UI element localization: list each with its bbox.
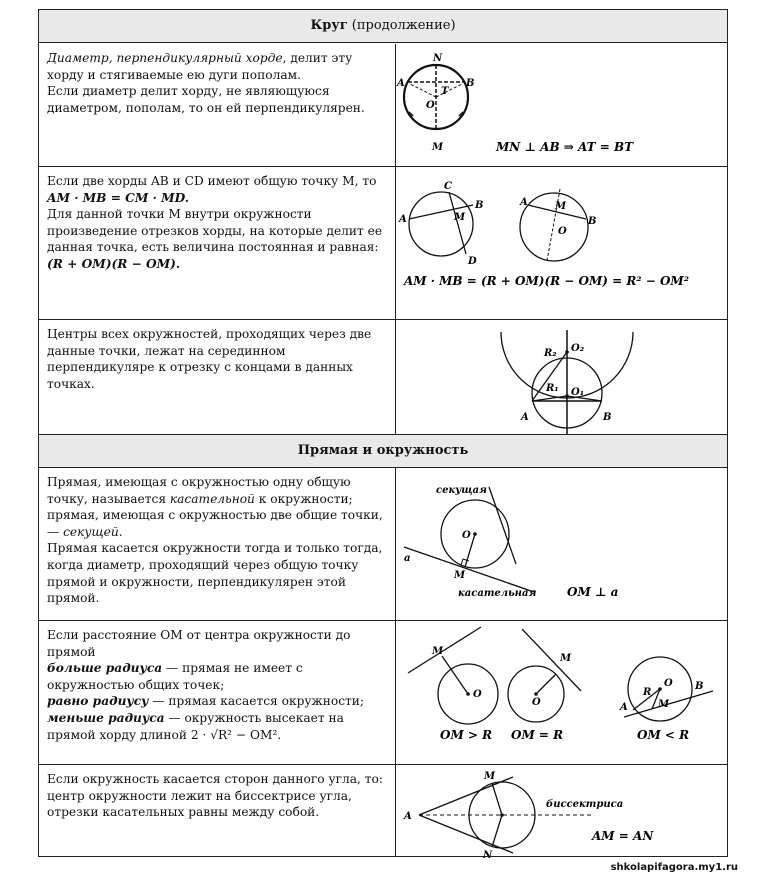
row-chords-product xyxy=(39,167,727,320)
row-figure xyxy=(395,621,730,764)
label-B2: B xyxy=(588,216,597,227)
label-a: a xyxy=(404,553,411,564)
row-text: Если две хорды AB и CD имеют общую точку M, то AM · MB = CM · MD. Для данной точки M внутри окружности произведение отрезков хорды, на которые делит ее данная точка, есть величина постоянная и равная: (R + OM)(R − OM). xyxy=(47,174,383,271)
label-M2: M xyxy=(555,201,567,212)
formula-equal: OM = R xyxy=(511,728,564,742)
label-B: B xyxy=(695,681,704,692)
label-A: A xyxy=(521,412,529,423)
section-header-circle: Круг (продолжение) xyxy=(39,10,727,43)
label-O3: O xyxy=(664,678,673,689)
label-O: O xyxy=(426,100,435,111)
label-M: M xyxy=(432,142,444,153)
label-D: D xyxy=(468,256,477,267)
label-secant: секущая xyxy=(436,485,487,496)
label-C: C xyxy=(444,181,452,192)
label-O: O xyxy=(462,530,471,541)
row-diameter-chord xyxy=(39,44,727,167)
label-B: B xyxy=(603,412,612,423)
label-A: A xyxy=(397,78,405,89)
label-M: M xyxy=(484,771,496,782)
label-R: R xyxy=(643,687,652,698)
label-N: N xyxy=(433,53,443,64)
watermark-url: shkolapifagora.my1.ru xyxy=(610,862,738,873)
row-tangent-secant xyxy=(39,468,727,621)
label-A: A xyxy=(399,214,407,225)
row-distance-cases xyxy=(39,621,727,765)
formula-am-an: AM = AN xyxy=(592,829,654,843)
formula-greater: OM > R xyxy=(440,728,493,742)
label-O1: O xyxy=(473,689,482,700)
row-figure xyxy=(395,167,730,319)
row-text: Центры всех окружностей, проходящих через две данные точки, лежат на серединном перпендикуляре к отрезку с концами в данных точках. xyxy=(47,327,372,391)
row-text: Если расстояние OM от центра окружности до прямой больше радиуса — прямая не имеет с окружностью общих точек; равно радиусу — прямая касается окружности; меньше радиуса — окружность высекает на прямой хорду длиной 2 · √R² − OM². xyxy=(47,628,365,742)
row-figure xyxy=(395,765,730,861)
formula-om-perp-a: OM ⊥ a xyxy=(567,585,619,599)
label-T: T xyxy=(441,86,449,97)
row-figure xyxy=(395,320,730,435)
label-A: A xyxy=(404,811,412,822)
row-text: Прямая, имеющая с окружностью одну общую точку, называется касательной к окружности; прямая, имеющая с окружностью две общие точки, — секущей. Прямая касается окружности тогда и только тогда, когда диаметр, проходящий через общую точку прямой и окружности, перпендикулярен этой прямой. xyxy=(47,475,383,606)
label-O2: O xyxy=(532,697,541,708)
row-figure xyxy=(395,44,730,166)
row-perpendicular-bisector xyxy=(39,320,727,435)
label-O2: O xyxy=(558,226,567,237)
label-M3: M xyxy=(658,699,670,710)
label-M2: M xyxy=(560,653,572,664)
label-B: B xyxy=(466,78,475,89)
label-M: M xyxy=(454,570,466,581)
label-R1: R₁ xyxy=(546,383,559,394)
label-B: B xyxy=(475,200,484,211)
row-angle-inscribed xyxy=(39,765,727,861)
label-N: N xyxy=(483,850,493,861)
label-A: A xyxy=(620,702,628,713)
label-R2: R₂ xyxy=(544,348,557,359)
label-bisector: биссектриса xyxy=(546,799,624,810)
formula-less: OM < R xyxy=(637,728,690,742)
formula-power-point: AM · MB = (R + OM)(R − OM) = R² − OM² xyxy=(404,274,689,288)
label-O1: O₁ xyxy=(571,387,585,398)
row-figure xyxy=(395,468,730,620)
label-M: M xyxy=(454,212,466,223)
label-M1: M xyxy=(432,646,444,657)
reference-sheet xyxy=(38,9,728,861)
label-tangent: касательная xyxy=(458,588,537,599)
formula-perpendicular: MN ⊥ AB ⇒ AT = BT xyxy=(496,140,634,154)
label-O2: O₂ xyxy=(571,343,585,354)
row-text: Диаметр, перпендикулярный хорде, делит эту хорду и стягиваемые ею дуги пополам. Если диаметр делит хорду, не являющуюся диаметром, пополам, то он ей перпендикулярен. xyxy=(47,51,365,115)
section-header-line-circle: Прямая и окружность xyxy=(39,434,727,468)
row-text: Если окружность касается сторон данного угла, то: центр окружности лежит на биссектрисе угла, отрезки касательных равны между собой. xyxy=(47,772,383,820)
label-A2: A xyxy=(520,197,528,208)
